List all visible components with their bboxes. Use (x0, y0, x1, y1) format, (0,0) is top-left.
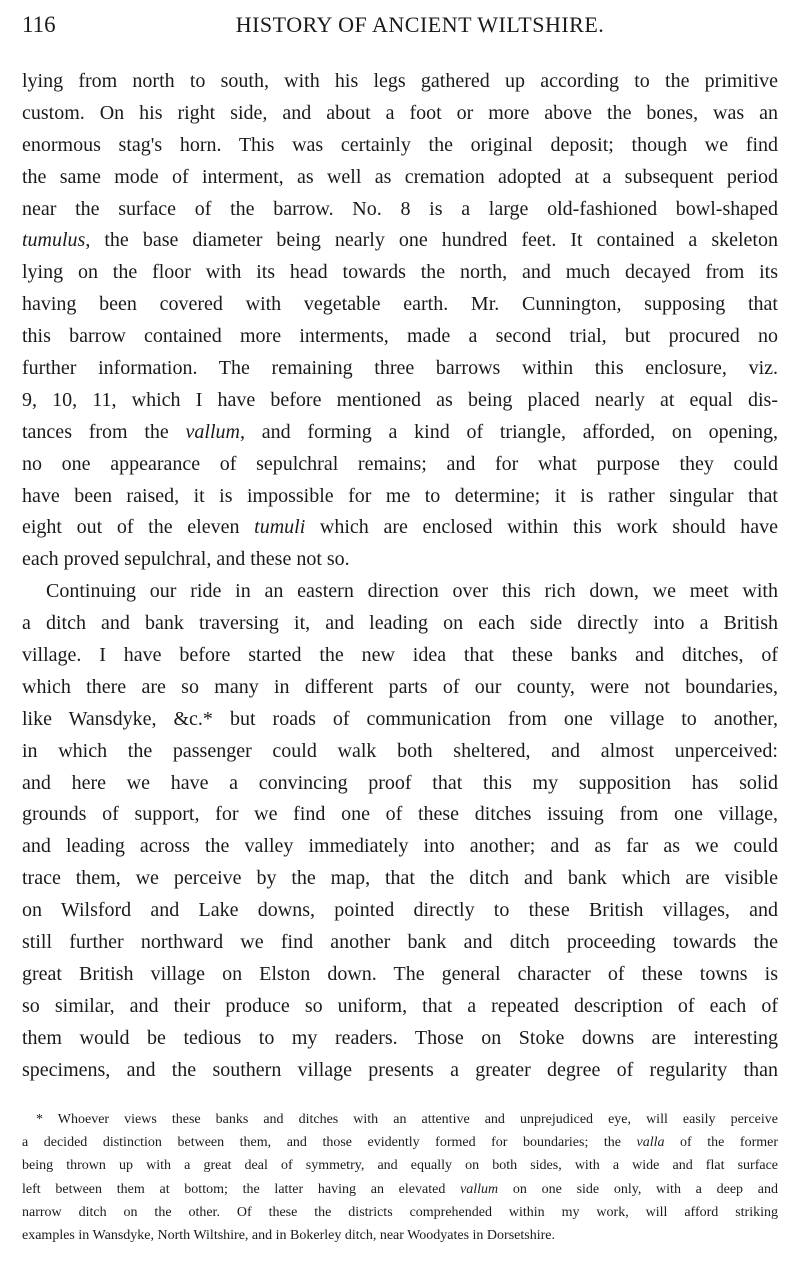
text-line: have been raised, it is impossible for me to determine; it is rather singular that (22, 484, 778, 507)
text-line: each proved sepulchral, and these not so. (22, 548, 350, 571)
text-line: village. I have before started the new idea that these banks and ditches, of (22, 644, 778, 667)
page-header (22, 12, 778, 42)
text-line: lying on the floor with its head towards the north, and much decayed from its (22, 261, 778, 284)
text-line: and leading across the valley immediately into another; and as far as we could (22, 835, 778, 858)
text-line: tances from the vallum, and forming a kind of triangle, afforded, on opening, (22, 420, 778, 443)
text-line: Continuing our ride in an eastern direction over this rich down, we meet with (46, 580, 778, 603)
footnote-line: being thrown up with a great deal of symmetry, and equally on both sides, with a wide and flat surface (22, 1158, 778, 1174)
running-head: HISTORY OF ANCIENT WILTSHIRE. (235, 12, 605, 37)
text-line: them would be tedious to my readers. Those on Stoke downs are interesting (22, 1026, 778, 1049)
text-line: the same mode of interment, as well as cremation adopted at a subsequent period (22, 165, 778, 188)
text-line: having been covered with vegetable earth. Mr. Cunnington, supposing that (22, 293, 778, 316)
text-line: great British village on Elston down. The general character of these towns is (22, 962, 778, 985)
footnote-line: left between them at bottom; the latter having an elevated vallum on one side only, with a deep and (22, 1181, 778, 1197)
text-line: eight out of the eleven tumuli which are enclosed within this work should have (22, 516, 778, 539)
page-number: 116 (22, 12, 56, 37)
text-line: this barrow contained more interments, made a second trial, but procured no (22, 325, 778, 348)
text-line: no one appearance of sepulchral remains; and for what purpose they could (22, 452, 778, 475)
footnote-line: narrow ditch on the other. Of these the districts comprehended within my work, will afford striking (22, 1204, 778, 1220)
text-line: custom. On his right side, and about a foot or more above the bones, was an (22, 101, 778, 124)
footnote-line: examples in Wansdyke, North Wiltshire, and in Bokerley ditch, near Woodyates in Dorsetshire. (22, 1227, 555, 1243)
text-line: 9, 10, 11, which I have before mentioned as being placed nearly at equal dis- (22, 388, 778, 411)
text-line: on Wilsford and Lake downs, pointed directly to these British villages, and (22, 899, 778, 922)
text-line: so similar, and their produce so uniform, that a repeated description of each of (22, 994, 778, 1017)
text-line: and here we have a convincing proof that this my supposition has solid (22, 771, 778, 794)
text-line: specimens, and the southern village presents a greater degree of regularity than (22, 1058, 778, 1081)
text-line: in which the passenger could walk both sheltered, and almost unperceived: (22, 739, 778, 762)
footnote (22, 1108, 778, 1247)
text-line: grounds of support, for we find one of these ditches issuing from one village, (22, 803, 778, 826)
text-line: further information. The remaining three barrows within this enclosure, viz. (22, 357, 778, 380)
body-text (22, 66, 778, 1087)
text-line: which there are so many in different parts of our county, were not boundaries, (22, 675, 778, 698)
text-line: tumulus, the base diameter being nearly one hundred feet. It contained a skeleton (22, 229, 778, 252)
footnote-line: * Whoever views these banks and ditches with an attentive and unprejudiced eye, will easily perceive (36, 1112, 778, 1127)
text-line: a ditch and bank traversing it, and leading on each side directly into a British (22, 612, 778, 635)
text-line: still further northward we find another bank and ditch proceeding towards the (22, 931, 778, 954)
text-line: lying from north to south, with his legs gathered up according to the primitive (22, 70, 778, 92)
text-line: enormous stag's horn. This was certainly the original deposit; though we find (22, 133, 778, 156)
text-line: like Wansdyke, &c.* but roads of communication from one village to another, (22, 707, 778, 730)
text-line: trace them, we perceive by the map, that the ditch and bank which are visible (22, 867, 778, 890)
footnote-line: a decided distinction between them, and those evidently formed for boundaries; the valla of the former (22, 1135, 778, 1151)
text-line: near the surface of the barrow. No. 8 is a large old-fashioned bowl-shaped (22, 197, 778, 220)
